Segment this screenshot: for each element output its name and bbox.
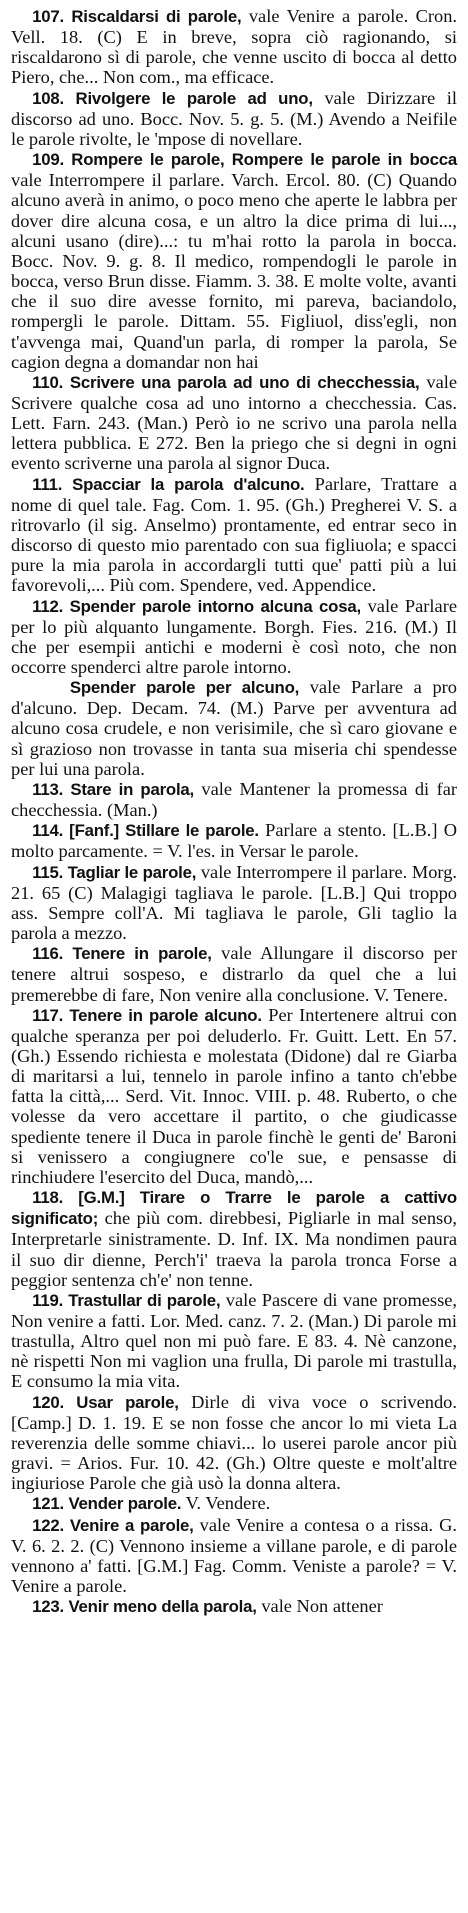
entry-headword: 108. Rivolgere le parole ad uno, bbox=[32, 88, 313, 108]
entry-112-sub bbox=[11, 677, 457, 779]
entry-122 bbox=[11, 1515, 457, 1597]
entry-body: Dirle di viva voce o scrivendo. [Camp.] D. 1. 19. E se non fosse che ancor lo mi vieta La reverenzia delle somme chiavi... lo userei parole ancor più gravi. = Arios. Fur. 10. 42. (Gh.) Oltre queste e molt'altre ingiuriose Parole che già usò la donna altera. bbox=[11, 1391, 457, 1494]
entry-headword: 122. Venire a parole, bbox=[32, 1515, 194, 1535]
entry-body: Parlare, Trattare a nome di quel tale. Fag. Com. 1. 95. (Gh.) Pregherei V. S. a ritrovarlo (il sig. Anselmo) prontamente, ed entrar seco in discorso di questo mio parentado con sua figliuola; e spacci pure la mia parola in accordargli tutti que' patti più a lui favorevoli,... Più com. Spendere, ved. Appendice. bbox=[11, 473, 457, 596]
entry-headword: 120. Usar parole, bbox=[32, 1392, 179, 1412]
entry-123 bbox=[11, 1596, 457, 1617]
entry-body: vale Allungare il discorso per tenere altrui sospeso, e distrarlo da quel che a lui premerebbe di fare, Non venire alla conclusione. V. Tenere. bbox=[11, 943, 457, 1005]
entry-headword: 114. [Fanf.] Stillare le parole. bbox=[32, 821, 259, 841]
entry-body: vale Pascere di vane promesse, Non venire a fatti. Lor. Med. canz. 7. 2. (Man.) Di parole mi trastulla, Altro quel non mi può fare. E 83. 4. Nè canzone, nè rispetti Non mi vaglion una frulla, Di parole mi trastulla, E consumo la mia vita. bbox=[11, 1289, 457, 1392]
entry-body: vale Venire a contesa o a rissa. G. V. 6. 2. 2. (C) Vennono insieme a villane parole, e di parole vennono a' fatti. [G.M.] Fag. Comm. Veniste a parole? = V. Venire a parole. bbox=[11, 1514, 457, 1597]
entry-headword: 115. Tagliar le parole, bbox=[32, 862, 197, 882]
entry-body: vale Interrompere il parlare. Morg. 21. 65 (C) Malagigi tagliava le parole. [L.B.] Qui troppo ass. Sempre coll'A. Mi tagliava le parole, Gli taglio la parola a mezzo. bbox=[11, 861, 458, 944]
entry-headword: 113. Stare in parola, bbox=[32, 779, 195, 799]
entry-119 bbox=[11, 1290, 457, 1392]
entry-body: Per Intertenere altrui con qualche speranza per poi deluderlo. Fr. Guitt. Lett. En 57. (Gh.) Essendo richiesta e molestata (Didone) dal re Giarba di maritarsi a lui, tennelo in parole infino a tanto ch'ebbe fatta la città,... Serd. Vit. Innoc. VIII. p. 48. Ruberto, o che volesse da vero accettare il partito, o che giudicasse spediente tenere il Duca in parole finchè le genti de' Baroni si venissero a congiugnere co'le sue, e pensasse di rinchiudere l'esercito del Duca, mandò,... bbox=[11, 1004, 458, 1187]
entry-113 bbox=[11, 779, 457, 820]
entry-body: vale Interrompere il parlare. Varch. Ercol. 80. (C) Quando alcuno averà in animo, o poco meno che aperte le labbra per dover dire alcuna cosa, e un altro la dice prima di lui..., alcuni usano (dire)...: tu m'hai rotto la parola in bocca. Bocc. Nov. 9. g. 8. Il medico, rompendogli le parole in bocca, verso Brun disse. Fiamm. 3. 38. E molte volte, avanti che il suo dire avesse fornito, mi pareva, baciandolo, rompergli le parole. Dittam. 55. Figliuol, diss'egli, non t'avvenga mai, Quand'un parla, di romper la parola, Se cagion degna a domandar non hai bbox=[11, 170, 457, 372]
entry-headword: 121. Vender parole. bbox=[32, 1494, 182, 1514]
entry-body: vale Parlare a pro d'alcuno. Dep. Decam. 74. (M.) Parve per avventura ad alcuno cosa crudele, e non verisimile, che sì caro giovane e sì grazioso non trovasse in tanta sua miseria chi spendesse per lui una parola. bbox=[11, 677, 457, 779]
entry-body: che più com. direbbesi, Pigliarle in mal senso, Interpretarle sinistramente. D. Inf. IX. Ma nondimen paura il suo dir dienne, Perch'i' traeva la parola tronca Forse a peggior sentenza ch'e' non tenne. bbox=[11, 1208, 457, 1290]
entry-111 bbox=[11, 474, 457, 596]
entry-headword: 112. Spender parole intorno alcuna cosa, bbox=[32, 596, 361, 616]
entry-117 bbox=[11, 1005, 457, 1187]
entry-115 bbox=[11, 862, 457, 944]
entry-108 bbox=[11, 88, 457, 149]
entry-headword: 119. Trastullar di parole, bbox=[32, 1290, 221, 1310]
entry-headword: 118. [G.M.] Tirare o Trarre le parole a cattivo significato; bbox=[11, 1188, 457, 1229]
entry-107 bbox=[11, 6, 457, 88]
entry-headword: 107. Riscaldarsi di parole, bbox=[32, 7, 242, 26]
entry-120 bbox=[11, 1392, 457, 1494]
entry-body: Parlare a stento. [L.B.] O molto parcamente. = V. l'es. in Versar le parole. bbox=[11, 820, 457, 862]
entry-116 bbox=[11, 943, 457, 1004]
entry-body: vale Parlare per lo più alquanto lungamente. Borgh. Fies. 216. (M.) Il che per esempii antichi e moderni è così noto, che non occorre spenderci altre parole intorno. bbox=[11, 595, 457, 677]
entry-headword: 123. Venir meno della parola, bbox=[32, 1597, 257, 1617]
entry-118 bbox=[11, 1187, 457, 1290]
entry-109 bbox=[11, 149, 457, 372]
entry-body: vale Mantener la promessa di far checchessia. (Man.) bbox=[11, 778, 457, 821]
entry-headword: 116. Tenere in parole, bbox=[32, 944, 212, 964]
entry-112 bbox=[11, 596, 457, 678]
entry-121 bbox=[11, 1493, 457, 1514]
entry-headword: Spender parole per alcuno, bbox=[69, 678, 300, 698]
entry-headword: 109. Rompere le parole, Rompere le parole in bocca bbox=[32, 150, 457, 170]
entry-body: V. Vendere. bbox=[181, 1493, 271, 1514]
entry-110 bbox=[11, 372, 457, 474]
entry-headword: 111. Spacciar la parola d'alcuno. bbox=[32, 474, 305, 494]
entry-headword: 117. Tenere in parole alcuno. bbox=[32, 1005, 262, 1025]
entry-body: vale Scrivere qualche cosa ad uno intorno a checchessia. Cas. Lett. Farn. 243. (Man.) Però io ne scrivo una parola nella lettera pubblica. E 272. Ben la priego che si degni in ogni evento scriverne una parola al signor Duca. bbox=[11, 371, 458, 474]
entry-body: vale Dirizzare il discorso ad uno. Bocc. Nov. 5. g. 5. (M.) Avendo a Neifile le parole rivolte, le 'mpose di novellare. bbox=[11, 87, 458, 149]
entry-114 bbox=[11, 820, 457, 861]
entry-body: vale Non attener bbox=[256, 1596, 383, 1617]
entry-body: vale Venire a parole. Cron. Vell. 18. (C) E in breve, sopra ciò ragionando, si riscaldarono sì di parole, che venne uscito di bocca al detto Piero, che... Non com., ma efficace. bbox=[11, 6, 457, 88]
entry-headword: 110. Scrivere una parola ad uno di checchessia, bbox=[32, 372, 420, 392]
